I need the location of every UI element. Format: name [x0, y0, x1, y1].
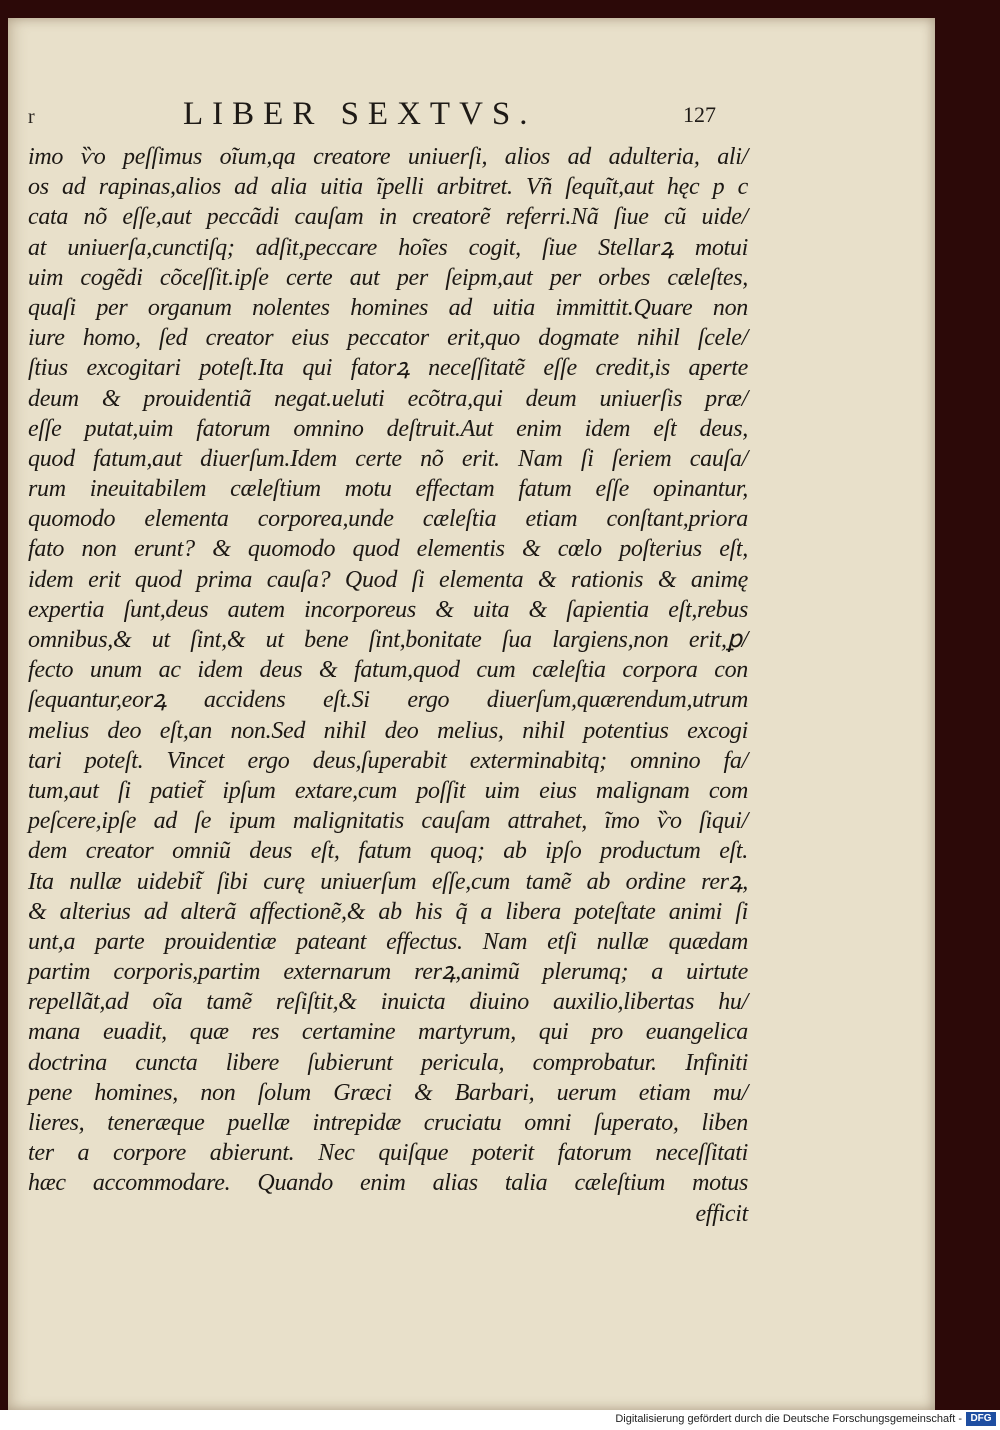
text-line: fecto unum ac idem deus & fatum,quod cum cæleſtia corpora con — [28, 657, 748, 684]
text-line: Ita nullæ uidebit̃ ſibi curę uniuerſum eſſe,cum tamẽ ab ordine rerꝝ, — [28, 868, 748, 895]
text-line: quomodo elementa corporea,unde cæleſtia etiam conſtant,priora — [28, 506, 748, 533]
text-line: fato non erunt? & quomodo quod elementis & cœlo poſterius eſt, — [28, 536, 748, 563]
text-line: pene homines, non ſolum Græci & Barbari, uerum etiam mu/ — [28, 1079, 748, 1106]
text-line: idem erit quod prima cauſa? Quod ſi elementa & rationis & animę — [28, 566, 748, 593]
footer-strip — [0, 1410, 1000, 1430]
folio-number: 127 — [683, 102, 716, 127]
dfg-logo: DFG — [966, 1412, 996, 1426]
text-line: repellãt,ad oĩa tamẽ reſiſtit,& inuicta diuino auxilio,libertas hu/ — [28, 989, 748, 1016]
text-line: & alterius ad alterã affectionẽ,& ab his q̃ a libera poteſtate animi ſi — [28, 898, 748, 925]
text-line: quaſi per organum nolentes homines ad uitia immittit.Quare non — [28, 294, 748, 321]
text-line: rum ineuitabilem cæleſtium motu effectam fatum eſſe opinantur, — [28, 476, 748, 503]
text-line: iure homo, ſed creator eius peccator erit,quo dogmate nihil ſcele/ — [28, 325, 748, 352]
text-line: uim cogẽdi cõceſſit.ipſe certe aut per ſeipm,aut per orbes cæleſtes, — [28, 264, 748, 291]
text-line: os ad rapinas,alios ad alia uitia ĩpelli arbitret. Vñ ſequĩt,aut hęc p c — [28, 174, 748, 201]
text-line: melius deo eſt,an non.Sed nihil deo melius, nihil potentius excogi — [28, 717, 748, 744]
body-text — [28, 142, 748, 1229]
text-line: expertia ſunt,deus autem incorporeus & uita & ſapientia eſt,rebus — [28, 596, 748, 623]
text-line: dem creator omniũ deus eſt, fatum quoq; ab ipſo productum eſt. — [28, 838, 748, 865]
text-line: quod fatum,aut diuerſum.Idem certe nõ erit. Nam ſi ſeriem cauſa/ — [28, 445, 748, 472]
text-line: imo ѷo peſſimus oĩum,qa creatore uniuerſi, alios ad adulteria, ali/ — [28, 144, 748, 170]
text-line: ſequantur,eorꝝ accidens eſt.Si ergo diuerſum,quærendum,utrum — [28, 687, 748, 714]
catchword: efficit — [695, 1200, 748, 1227]
text-line: at uniuerſa,cunctiſq; adſit,peccare hoĩes cogit, ſiue Stellarꝝ motui — [28, 234, 748, 261]
text-line: partim corporis,partim externarum rerꝝ,animũ plerumq; a uirtute — [28, 959, 748, 986]
text-line: tari poteſt. Vincet ergo deus,ſuperabit exterminabitq; omnino fa/ — [28, 747, 748, 774]
text-line: doctrina cuncta libere ſubierunt pericula, comprobatur. Infiniti — [28, 1049, 748, 1076]
text-line: lieres, teneræque puellæ intrepidæ cruciatu omni ſuperato, liben — [28, 1110, 748, 1136]
text-line: peſcere,ipſe ad ſe ipum malignitatis cauſam attrahet, ĩmo ѷo ſiqui/ — [28, 808, 748, 835]
text-line: tum,aut ſi patiet̃ ipſum extare,cum poſſit uim eius malignam com — [28, 777, 748, 804]
text-line: deum & prouidentiã negat.ueluti ecõtra,qui deum uniuerſis præ/ — [28, 385, 748, 412]
book-page — [8, 18, 935, 1410]
text-line: omnibus,& ut ſint,& ut bene ſint,bonitate ſua largiens,non erit,ꝑ/ — [28, 627, 748, 653]
text-line: unt,a parte prouidentiæ pateant effectus. Nam etſi nullæ quædam — [28, 928, 748, 955]
text-line: hæc accommodare. Quando enim alias talia cæleſtium motus — [28, 1170, 748, 1197]
running-header — [28, 96, 728, 136]
text-line: ſtius excogitari poteſt.Ita qui fatorꝝ neceſſitatẽ eſſe credit,is aperte — [28, 355, 748, 382]
text-line: mana euadit, quæ res certamine martyrum, qui pro euangelica — [28, 1019, 748, 1046]
text-line: ter a corpore abierunt. Nec quiſque poterit fatorum neceſſitati — [28, 1140, 748, 1167]
funding-credit: Digitalisierung gefördert durch die Deutsche Forschungsgemeinschaft - — [615, 1413, 962, 1425]
margin-mark: r — [28, 106, 35, 128]
running-title: LIBER SEXTVS. — [183, 96, 537, 132]
text-line: cata nõ eſſe,aut peccãdi cauſam in creatorẽ referri.Nã ſiue cũ uide/ — [28, 204, 748, 231]
text-line: eſſe putat,uim fatorum omnino deſtruit.Aut enim idem eſt deus, — [28, 415, 748, 442]
